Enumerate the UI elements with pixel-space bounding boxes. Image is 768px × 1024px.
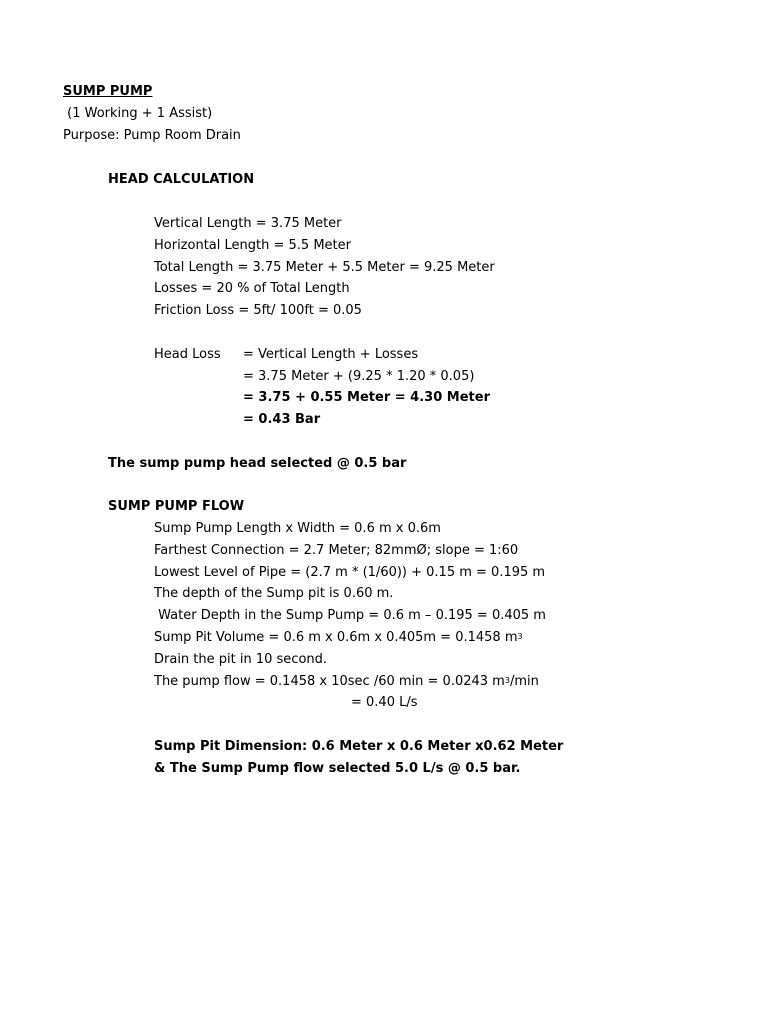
friction-loss-line: Friction Loss = 5ft/ 100ft = 0.05 [154, 303, 362, 318]
pump-flow-result: = 0.40 L/s [351, 695, 418, 710]
losses-line: Losses = 20 % of Total Length [154, 281, 350, 296]
document-title: SUMP PUMP [63, 84, 153, 99]
head-loss-formula: = Vertical Length + Losses [243, 347, 419, 362]
head-loss-label: Head Loss [154, 347, 221, 362]
head-loss-bar: = 0.43 Bar [243, 412, 321, 427]
working-assist-note: (1 Working + 1 Assist) [63, 106, 213, 121]
horizontal-length-line: Horizontal Length = 5.5 Meter [154, 238, 351, 253]
pump-flow-text: The pump flow = 0.1458 x 10sec /60 min = 0.0243 m [154, 674, 505, 689]
water-depth-line: Water Depth in the Sump Pump = 0.6 m – 0.195 = 0.405 m [154, 608, 546, 623]
vertical-length-line: Vertical Length = 3.75 Meter [154, 216, 342, 231]
farthest-connection-line: Farthest Connection = 2.7 Meter; 82mmØ; slope = 1:60 [154, 543, 519, 558]
head-loss-substitution: = 3.75 Meter + (9.25 * 1.20 * 0.05) [243, 369, 475, 384]
head-loss-meters: = 3.75 + 0.55 Meter = 4.30 Meter [243, 390, 490, 405]
total-length-line: Total Length = 3.75 Meter + 5.5 Meter = 9.25 Meter [154, 260, 495, 275]
sump-pump-flow-heading: SUMP PUMP FLOW [108, 499, 245, 514]
length-width-line: Sump Pump Length x Width = 0.6 m x 0.6m [154, 521, 441, 536]
flow-selected-line: & The Sump Pump flow selected 5.0 L/s @ 0.5 bar. [154, 761, 521, 776]
pit-volume-exponent: 3 [517, 632, 523, 641]
pump-flow-unit: /min [509, 674, 539, 689]
head-selected-line: The sump pump head selected @ 0.5 bar [108, 456, 407, 471]
head-calculation-heading: HEAD CALCULATION [108, 172, 255, 187]
pit-dimension-line: Sump Pit Dimension: 0.6 Meter x 0.6 Meter x0.62 Meter [154, 739, 564, 754]
pit-depth-line: The depth of the Sump pit is 0.60 m. [154, 586, 394, 601]
pump-flow-line [154, 674, 539, 690]
purpose-line: Purpose: Pump Room Drain [63, 128, 241, 143]
pit-volume-text: Sump Pit Volume = 0.6 m x 0.6m x 0.405m = 0.1458 m [154, 630, 518, 645]
pump-flow-exponent: 3 [504, 676, 510, 685]
lowest-level-line: Lowest Level of Pipe = (2.7 m * (1/60)) + 0.15 m = 0.195 m [154, 565, 546, 580]
drain-time-line: Drain the pit in 10 second. [154, 652, 328, 667]
pit-volume-line [154, 630, 523, 646]
